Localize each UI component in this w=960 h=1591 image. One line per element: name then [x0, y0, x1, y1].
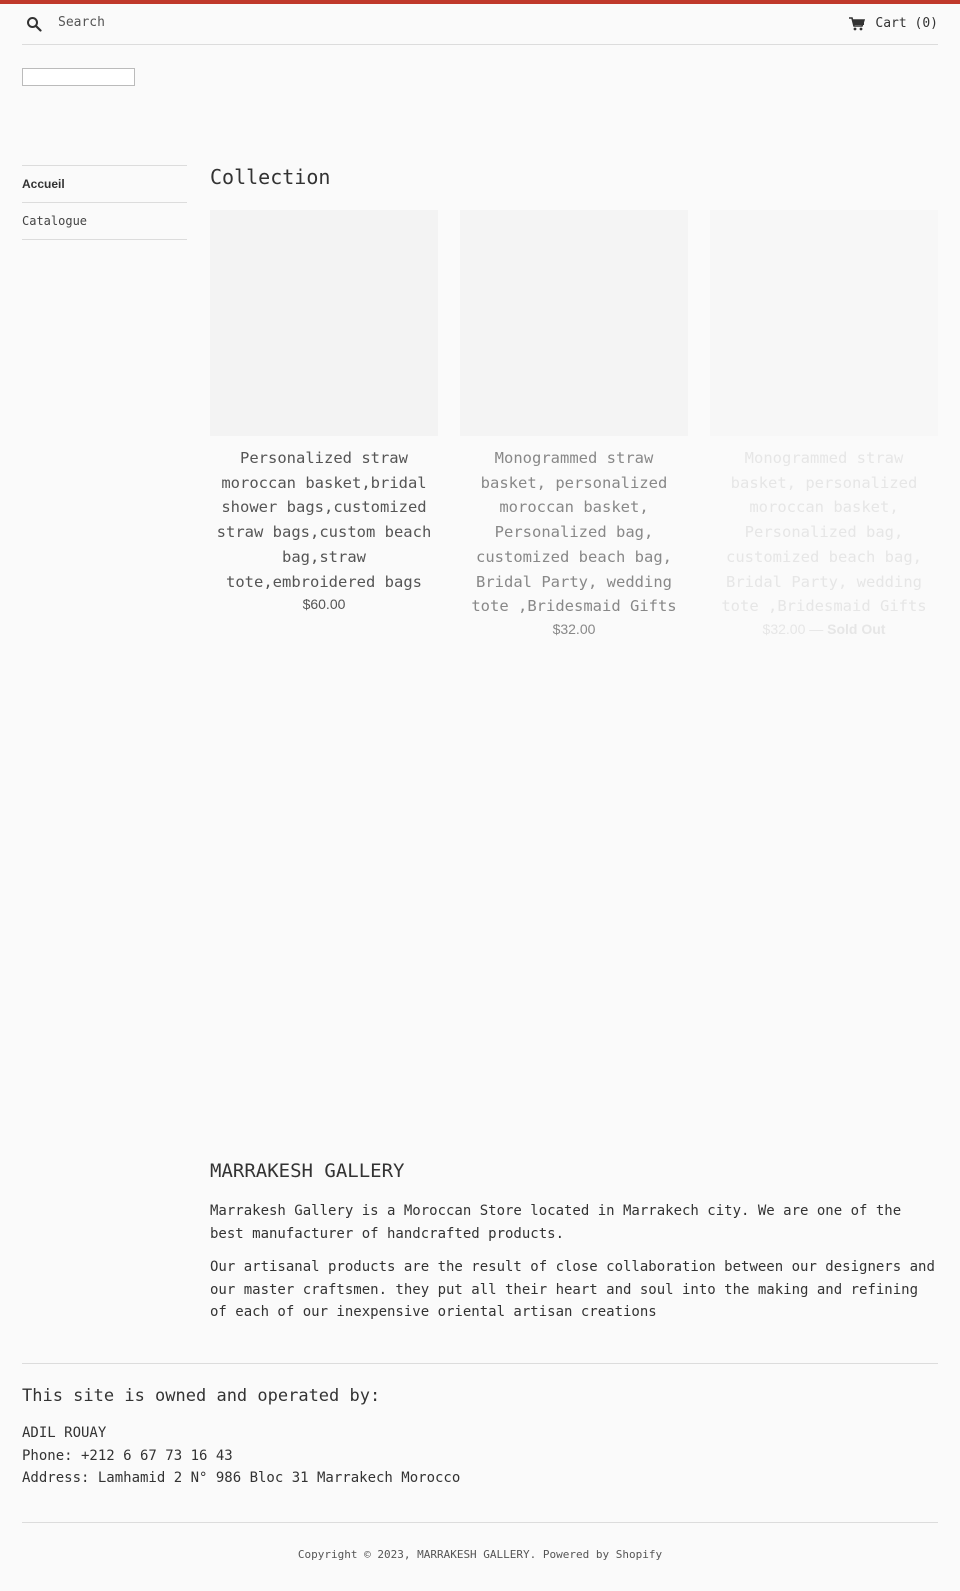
search-input[interactable]: [58, 10, 358, 34]
product-price: $60.00: [302, 596, 346, 613]
product-title[interactable]: Monogrammed straw basket, personalized moroccan basket, Personalized bag, customized beach bag, Bridal Party, wedding tote ,Bridesmaid Gifts: [721, 449, 927, 616]
sidebar-nav: [22, 165, 187, 240]
cart-icon: [849, 17, 865, 31]
owner-address: Address: Lamhamid 2 N° 986 Bloc 31 Marrakech Morocco: [22, 1470, 461, 1486]
product-title[interactable]: Monogrammed straw basket, personalized moroccan basket, Personalized bag, customized beach bag, Bridal Party, wedding tote ,Bridesmaid Gifts: [471, 449, 677, 616]
cart-label: Cart (0): [875, 16, 938, 31]
product-image[interactable]: [710, 210, 938, 436]
owner-phone: Phone: +212 6 67 73 16 43: [22, 1447, 233, 1464]
copyright-text: Copyright © 2023, MARRAKESH GALLERY. Powered by Shopify: [297, 1548, 663, 1561]
site-footer: [0, 1548, 960, 1561]
sidebar-item-catalogue[interactable]: [22, 202, 187, 240]
product-card[interactable]: [460, 210, 688, 637]
price-separator: —: [805, 620, 828, 637]
about-title: MARRAKESH GALLERY: [210, 1160, 405, 1182]
owner-section: [22, 1386, 938, 1490]
product-image[interactable]: [210, 210, 438, 436]
product-card[interactable]: [710, 210, 938, 637]
about-paragraph: Our artisanal products are the result of close collaboration between our designers and our master craftsmen. they put all their heart and soul into the making and refining of each of our inexpensive oriental artisan creations: [210, 1259, 935, 1320]
product-price-row: [710, 621, 938, 637]
divider: [22, 1522, 938, 1523]
owner-heading: This site is owned and operated by:: [22, 1386, 381, 1406]
page-title: Collection: [210, 165, 331, 189]
currency-selector[interactable]: [22, 68, 135, 86]
sidebar-item-label: Catalogue: [22, 214, 88, 228]
sidebar-item-label: Accueil: [22, 177, 65, 191]
product-image[interactable]: [460, 210, 688, 436]
product-price: $32.00: [762, 620, 806, 637]
about-paragraph: Marrakesh Gallery is a Moroccan Store located in Marrakech city. We are one of the best manufacturer of handcrafted products.: [210, 1203, 902, 1242]
owner-name: ADIL ROUAY: [22, 1425, 107, 1441]
product-card[interactable]: [210, 210, 438, 612]
sold-out-badge: Sold Out: [827, 620, 886, 637]
search-icon[interactable]: [26, 16, 42, 32]
cart-link[interactable]: [849, 16, 938, 31]
product-price: $32.00: [552, 620, 596, 637]
site-header: [22, 4, 938, 45]
divider: [22, 1363, 938, 1364]
sidebar-item-accueil[interactable]: [22, 165, 187, 202]
about-section: [210, 1160, 940, 1335]
product-title[interactable]: Personalized straw moroccan basket,bridal shower bags,customized straw bags,custom beach bag,straw tote,embroidered bags: [216, 449, 432, 591]
